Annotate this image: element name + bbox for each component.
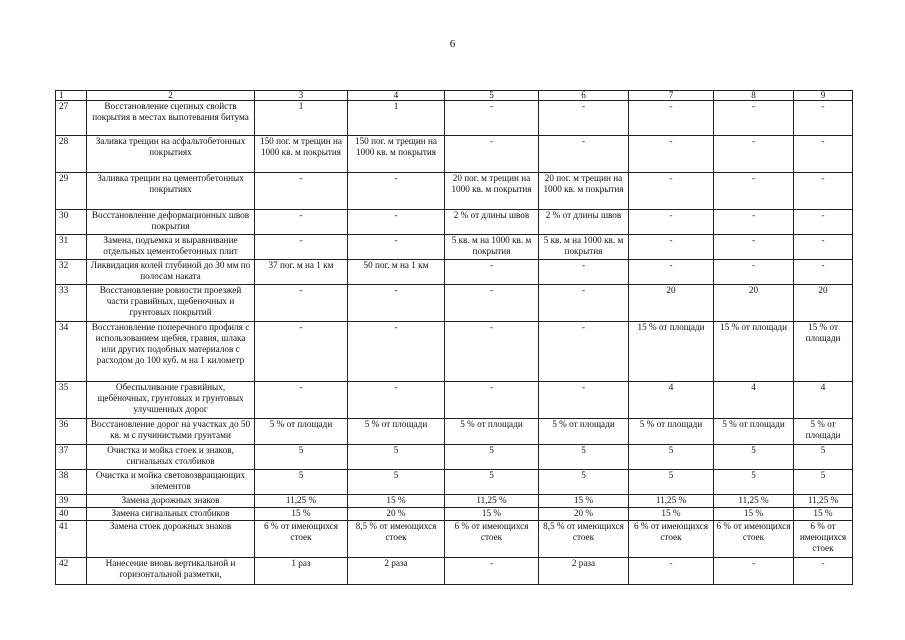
norm-value-cell: 15 %: [445, 508, 539, 521]
norm-value-cell: 15 %: [629, 508, 714, 521]
row-number-cell: 29: [56, 173, 87, 210]
norm-value-cell: 5 % от площади: [445, 419, 539, 445]
row-number-cell: 32: [56, 260, 87, 285]
norm-value-cell: -: [539, 322, 629, 382]
norm-value-cell: 4: [714, 382, 794, 419]
norm-value-cell: 5: [539, 445, 629, 470]
work-type-cell: Замена дорожных знаков: [87, 495, 255, 508]
norm-value-cell: -: [629, 210, 714, 235]
norm-value-cell: -: [714, 101, 794, 136]
norm-value-cell: 37 пог. м на 1 км: [255, 260, 348, 285]
norm-value-cell: 15 %: [794, 508, 853, 521]
table-row: [56, 235, 853, 260]
norm-value-cell: 20 %: [348, 508, 445, 521]
norm-value-cell: -: [348, 322, 445, 382]
norm-value-cell: -: [629, 558, 714, 585]
norm-value-cell: 20 пог. м трещин на 1000 кв. м покрытия: [539, 173, 629, 210]
norm-value-cell: -: [714, 235, 794, 260]
norm-value-cell: -: [714, 558, 794, 585]
column-number-5: 5: [445, 91, 539, 101]
table-row: [56, 521, 853, 558]
norm-value-cell: -: [348, 173, 445, 210]
work-type-cell: Очистка и мойка световозвращающих элементов: [87, 470, 255, 495]
norm-value-cell: 20: [794, 285, 853, 322]
norm-value-cell: -: [714, 260, 794, 285]
norm-value-cell: -: [794, 235, 853, 260]
column-number-1: 1: [56, 91, 87, 101]
norm-value-cell: 50 пог. м на 1 км: [348, 260, 445, 285]
work-type-cell: Замена сигнальных столбиков: [87, 508, 255, 521]
page-number: 6: [449, 38, 456, 50]
norm-value-cell: -: [539, 382, 629, 419]
row-number-cell: 40: [56, 508, 87, 521]
norm-value-cell: 5 % от площади: [714, 419, 794, 445]
row-number-cell: 36: [56, 419, 87, 445]
norm-value-cell: 5: [629, 445, 714, 470]
work-type-cell: Замена стоек дорожных знаков: [87, 521, 255, 558]
row-number-cell: 28: [56, 136, 87, 173]
norm-value-cell: 5 % от площади: [348, 419, 445, 445]
norm-value-cell: 20: [629, 285, 714, 322]
table-row: [56, 419, 853, 445]
table-row: [56, 495, 853, 508]
norm-value-cell: -: [794, 101, 853, 136]
norm-value-cell: 5: [794, 445, 853, 470]
norm-value-cell: 2 раза: [348, 558, 445, 585]
norm-value-cell: 5: [348, 445, 445, 470]
row-number-cell: 42: [56, 558, 87, 585]
table-row: [56, 322, 853, 382]
norm-value-cell: 2 раза: [539, 558, 629, 585]
norm-value-cell: -: [445, 101, 539, 136]
work-type-cell: Восстановление ровности проезжей части гравийных, щебеночных и грунтовых покрытий: [87, 285, 255, 322]
table-row: [56, 136, 853, 173]
column-number-2: 2: [87, 91, 255, 101]
norm-value-cell: 5 % от площади: [794, 419, 853, 445]
norm-value-cell: 6 % от имеющихся стоек: [445, 521, 539, 558]
norm-value-cell: 1: [348, 101, 445, 136]
norm-value-cell: -: [348, 210, 445, 235]
table-row: [56, 260, 853, 285]
norm-value-cell: 11,25 %: [794, 495, 853, 508]
norm-value-cell: -: [255, 210, 348, 235]
norm-value-cell: 15 %: [255, 508, 348, 521]
column-number-6: 6: [539, 91, 629, 101]
work-type-cell: Обеспыливание гравийных, щебёночных, грунтовых и грунтовых улучшенных дорог: [87, 382, 255, 419]
norm-value-cell: 150 пог. м трещин на 1000 кв. м покрытия: [348, 136, 445, 173]
norm-value-cell: 5: [714, 445, 794, 470]
norm-value-cell: 6 % от имеющихся стоек: [714, 521, 794, 558]
norm-value-cell: -: [629, 173, 714, 210]
norm-value-cell: -: [539, 260, 629, 285]
norm-value-cell: 20: [714, 285, 794, 322]
norm-value-cell: 15 % от площади: [714, 322, 794, 382]
row-number-cell: 27: [56, 101, 87, 136]
norm-value-cell: -: [255, 173, 348, 210]
norm-value-cell: 15 %: [714, 508, 794, 521]
norm-value-cell: -: [714, 210, 794, 235]
norm-value-cell: 20 %: [539, 508, 629, 521]
norm-value-cell: 1: [255, 101, 348, 136]
norm-value-cell: -: [255, 285, 348, 322]
row-number-cell: 35: [56, 382, 87, 419]
work-type-cell: Восстановление дорог на участках до 50 кв. м с пучинистыми грунтами: [87, 419, 255, 445]
norm-value-cell: -: [794, 558, 853, 585]
norm-value-cell: -: [445, 322, 539, 382]
norm-value-cell: 4: [794, 382, 853, 419]
norm-value-cell: 5 % от площади: [255, 419, 348, 445]
norm-value-cell: 4: [629, 382, 714, 419]
norm-value-cell: 20 пог. м трещин на 1000 кв. м покрытия: [445, 173, 539, 210]
norm-value-cell: 5: [714, 470, 794, 495]
norm-value-cell: 15 %: [348, 495, 445, 508]
norm-value-cell: 5: [255, 445, 348, 470]
row-number-cell: 33: [56, 285, 87, 322]
norm-value-cell: 6 % от имеющихся стоек: [255, 521, 348, 558]
norm-value-cell: -: [445, 260, 539, 285]
table-row: [56, 382, 853, 419]
work-type-cell: Нанесение вновь вертикальной и горизонтальной разметки,: [87, 558, 255, 585]
norm-value-cell: 5: [794, 470, 853, 495]
norm-value-cell: -: [629, 136, 714, 173]
norm-value-cell: -: [794, 173, 853, 210]
row-number-cell: 38: [56, 470, 87, 495]
norm-value-cell: -: [445, 382, 539, 419]
norm-value-cell: 2 % от длины швов: [539, 210, 629, 235]
column-number-8: 8: [714, 91, 794, 101]
norm-value-cell: -: [794, 260, 853, 285]
work-type-cell: Очистка и мойка стоек и знаков, сигнальных столбиков: [87, 445, 255, 470]
norm-value-cell: -: [539, 101, 629, 136]
norm-value-cell: 8,5 % от имеющихся стоек: [539, 521, 629, 558]
norm-value-cell: 5: [539, 470, 629, 495]
norm-value-cell: 5: [255, 470, 348, 495]
norms-table: [55, 90, 853, 585]
work-type-cell: Восстановление поперечного профиля с использованием щебня, гравия, шлака или других подобных материалов с расходом до 100 куб. м на 1 километр: [87, 322, 255, 382]
row-number-cell: 37: [56, 445, 87, 470]
work-type-cell: Замена, подъемка и выравнивание отдельных цементобетонных плит: [87, 235, 255, 260]
norm-value-cell: 6 % от имеющихся стоек: [629, 521, 714, 558]
norm-value-cell: 15 %: [539, 495, 629, 508]
norm-value-cell: 5: [629, 470, 714, 495]
norm-value-cell: -: [348, 235, 445, 260]
table-row: [56, 210, 853, 235]
norm-value-cell: 15 % от площади: [794, 322, 853, 382]
norm-value-cell: -: [794, 210, 853, 235]
norm-value-cell: -: [629, 235, 714, 260]
table-row: [56, 445, 853, 470]
norm-value-cell: 5: [445, 470, 539, 495]
table-row: [56, 101, 853, 136]
work-type-cell: Ликвидация колей глубиной до 30 мм по полосам наката: [87, 260, 255, 285]
norm-value-cell: -: [629, 101, 714, 136]
column-number-4: 4: [348, 91, 445, 101]
work-type-cell: Восстановление деформационных швов покрытия: [87, 210, 255, 235]
table-row: [56, 558, 853, 585]
column-number-3: 3: [255, 91, 348, 101]
row-number-cell: 41: [56, 521, 87, 558]
norm-value-cell: 11,25 %: [445, 495, 539, 508]
row-number-cell: 39: [56, 495, 87, 508]
column-number-9: 9: [794, 91, 853, 101]
column-number-7: 7: [629, 91, 714, 101]
table-row: [56, 285, 853, 322]
norm-value-cell: 5 кв. м на 1000 кв. м покрытия: [539, 235, 629, 260]
norm-value-cell: -: [714, 136, 794, 173]
norm-value-cell: -: [255, 382, 348, 419]
table-header-row: [56, 91, 853, 101]
norm-value-cell: 5: [348, 470, 445, 495]
norm-value-cell: 15 % от площади: [629, 322, 714, 382]
norm-value-cell: 5 кв. м на 1000 кв. м покрытия: [445, 235, 539, 260]
norm-value-cell: 2 % от длины швов: [445, 210, 539, 235]
row-number-cell: 34: [56, 322, 87, 382]
norm-value-cell: -: [539, 136, 629, 173]
norm-value-cell: 1 раз: [255, 558, 348, 585]
norm-value-cell: -: [255, 322, 348, 382]
work-type-cell: Заливка трещин на асфальтобетонных покрытиях: [87, 136, 255, 173]
norm-value-cell: -: [348, 382, 445, 419]
row-number-cell: 30: [56, 210, 87, 235]
norm-value-cell: -: [539, 285, 629, 322]
row-number-cell: 31: [56, 235, 87, 260]
norm-value-cell: 11,25 %: [714, 495, 794, 508]
work-type-cell: Заливка трещин на цементобетонных покрытиях: [87, 173, 255, 210]
table-row: [56, 470, 853, 495]
norm-value-cell: 8,5 % от имеющихся стоек: [348, 521, 445, 558]
norm-value-cell: -: [629, 260, 714, 285]
table-row: [56, 173, 853, 210]
work-type-cell: Восстановление сцепных свойств покрытия в местах выпотевания битума: [87, 101, 255, 136]
norm-value-cell: 5: [445, 445, 539, 470]
norm-value-cell: -: [714, 173, 794, 210]
norm-value-cell: -: [445, 558, 539, 585]
norm-value-cell: -: [794, 136, 853, 173]
norm-value-cell: 5 % от площади: [629, 419, 714, 445]
norm-value-cell: -: [255, 235, 348, 260]
norm-value-cell: 11,25 %: [629, 495, 714, 508]
norm-value-cell: -: [445, 285, 539, 322]
norm-value-cell: -: [445, 136, 539, 173]
norm-value-cell: 11,25 %: [255, 495, 348, 508]
norm-value-cell: 150 пог. м трещин на 1000 кв. м покрытия: [255, 136, 348, 173]
norm-value-cell: -: [348, 285, 445, 322]
table-row: [56, 508, 853, 521]
norm-value-cell: 6 % от имеющихся стоек: [794, 521, 853, 558]
norm-value-cell: 5 % от площади: [539, 419, 629, 445]
